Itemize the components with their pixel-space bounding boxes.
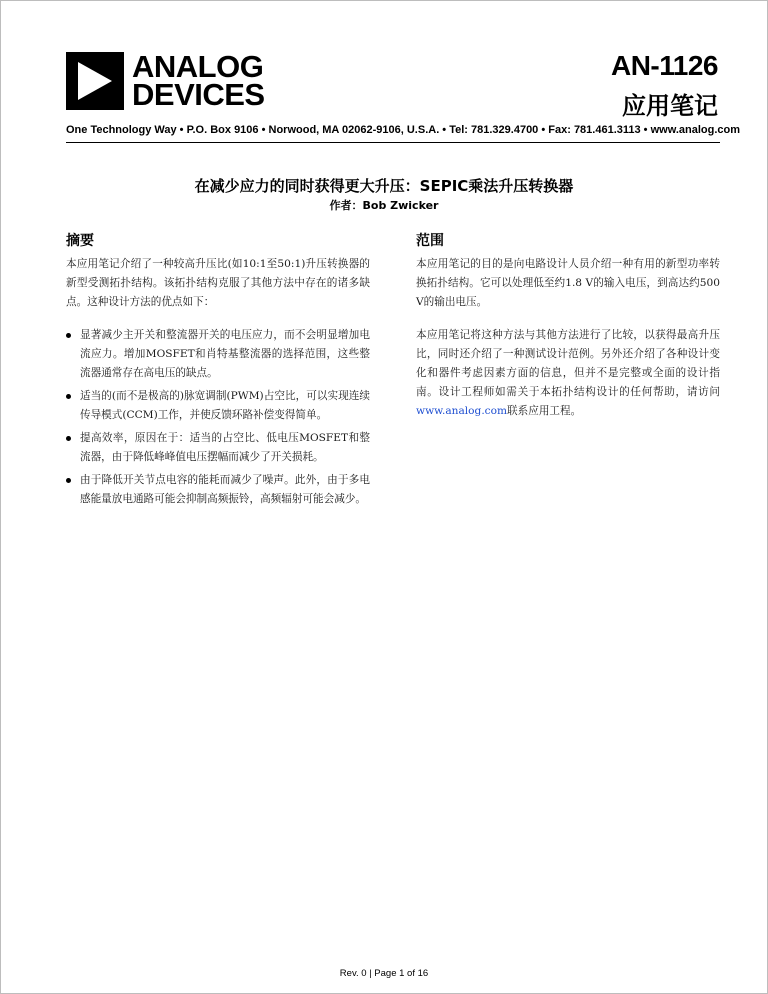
scope-paragraph-1: 本应用笔记的目的是向电路设计人员介绍一种有用的新型功率转换拓扑结构。它可以处理低至约1.8 V的输入电压，到高达约500 V的输出电压。 bbox=[416, 258, 720, 308]
logo-line-1: ANALOG bbox=[132, 49, 264, 84]
analog-website-link[interactable]: www.analog.com bbox=[416, 405, 508, 417]
scope-paragraph-2-text: 本应用笔记将这种方法与其他方法进行了比较，以获得最高升压比，同时还介绍了一种测试设计范例。另外还介绍了各种设计变化和器件考虑因素方面的信息，但并不是完整或全面的设计指南。设计工程师如需关于本拓扑结构设计的任何帮助，请访问 bbox=[416, 329, 720, 398]
list-item bbox=[66, 326, 370, 383]
author-line: 作者：Bob Zwicker bbox=[329, 199, 439, 212]
company-address: One Technology Way • P.O. Box 9106 • Norwood, MA 02062-9106, U.S.A. • Tel: 781.329.4700 • Fax: 781.461.3113 • www.analog.com bbox=[66, 124, 741, 136]
document-number: AN-1126 bbox=[610, 50, 718, 81]
list-item bbox=[66, 471, 370, 509]
list-item-text: 由于降低开关节点电容的能耗而减少了噪声。此外，由于多电感能量放电通路可能会抑制高频振铃，高频辐射可能会减少。 bbox=[80, 474, 370, 505]
list-item bbox=[66, 387, 370, 425]
scope-column bbox=[416, 230, 720, 435]
advantages-list bbox=[66, 326, 370, 509]
bullet-icon bbox=[66, 333, 71, 338]
list-item-text: 显著减少主开关和整流器开关的电压应力，而不会明显增加电流应力。增加MOSFET和肖特基整流器的选择范围，这些整流器通常存在高电压的缺点。 bbox=[80, 329, 370, 379]
bullet-icon bbox=[66, 478, 71, 483]
abstract-heading: 摘要 bbox=[66, 233, 94, 249]
scope-paragraph-2 bbox=[416, 326, 720, 421]
analog-devices-logo bbox=[66, 49, 265, 112]
bullet-icon bbox=[66, 436, 71, 441]
logo-line-2: DEVICES bbox=[132, 77, 265, 112]
list-item-text: 适当的(而不是极高的)脉宽调制(PWM)占空比，可以实现连续传导模式(CCM)工作，并使反馈环路补偿变得简单。 bbox=[80, 390, 370, 421]
abstract-intro: 本应用笔记介绍了一种较高升压比(如10:1至50:1)升压转换器的新型受测拓扑结构。该拓扑结构克服了其他方法中存在的诸多缺点。这种设计方法的优点如下： bbox=[66, 258, 370, 308]
scope-heading: 范围 bbox=[416, 233, 444, 249]
logo-triangle-icon bbox=[66, 52, 124, 110]
abstract-column bbox=[66, 230, 370, 513]
header-divider bbox=[66, 142, 720, 143]
list-item-text: 提高效率，原因在于：适当的占空比、低电压MOSFET和整流器，由于降低峰峰值电压摆幅而减少了开关损耗。 bbox=[80, 432, 370, 463]
list-item bbox=[66, 429, 370, 467]
bullet-icon bbox=[66, 394, 71, 399]
document-type: 应用笔记 bbox=[622, 92, 718, 120]
page-title: 在减少应力的同时获得更大升压：SEPIC乘法升压转换器 bbox=[194, 177, 574, 195]
page-footer: Rev. 0 | Page 1 of 16 bbox=[339, 968, 429, 979]
logo-wordmark bbox=[132, 49, 265, 112]
scope-paragraph-2-tail: 联系应用工程。 bbox=[507, 405, 582, 417]
